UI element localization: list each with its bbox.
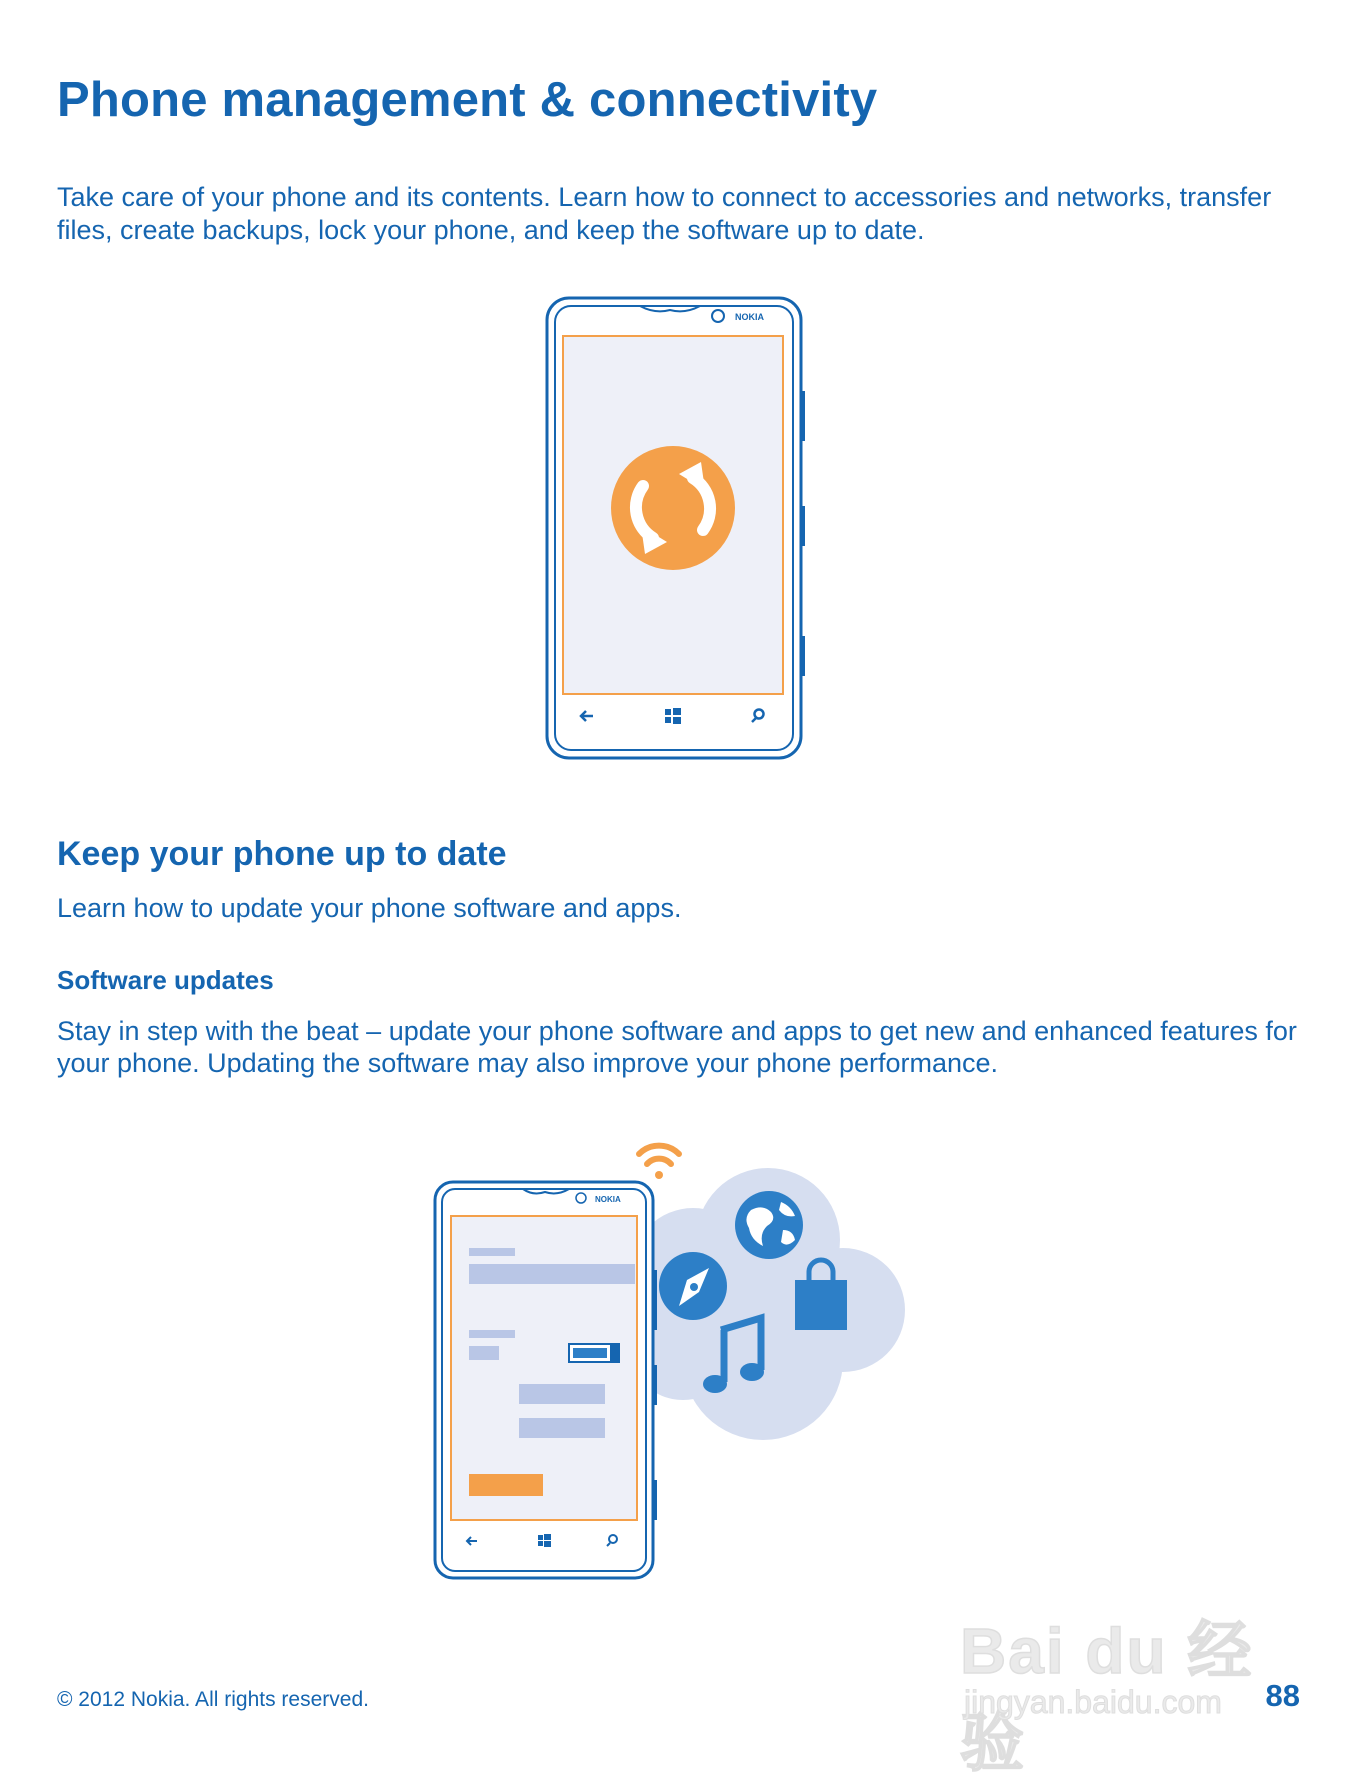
wifi-icon	[639, 1146, 679, 1179]
section-lead: Learn how to update your phone software and apps.	[57, 893, 682, 923]
compass-icon	[659, 1252, 727, 1320]
globe-icon	[735, 1191, 803, 1259]
phone-brand-logo-2: NOKIA	[595, 1195, 621, 1204]
page-title: Phone management & connectivity	[57, 73, 878, 127]
phone-sync-illustration	[545, 296, 805, 762]
phone-update-illustration	[433, 1130, 933, 1590]
subsection-title: Software updates	[57, 965, 274, 995]
phone-brand-logo: NOKIA	[735, 312, 764, 322]
toggle-switch	[569, 1344, 619, 1362]
sync-icon	[611, 446, 735, 570]
baidu-watermark	[960, 1600, 1290, 1779]
watermark-url: jingyan.baidu.com	[964, 1684, 1222, 1720]
watermark-brand: Bai du 经验	[960, 1615, 1254, 1779]
body-paragraph: Stay in step with the beat – update your phone software and apps to get new and enhanced features for your phone. Updating the software may also improve your phone performance.	[57, 1016, 1297, 1078]
page-number: 88	[1265, 1678, 1300, 1713]
section-title: Keep your phone up to date	[57, 835, 507, 873]
intro-paragraph: Take care of your phone and its contents. Learn how to connect to accessories and networks, transfer files, create backups, lock your phone, and keep the software up to date.	[57, 182, 1272, 245]
copyright-footer: © 2012 Nokia. All rights reserved.	[57, 1688, 369, 1711]
